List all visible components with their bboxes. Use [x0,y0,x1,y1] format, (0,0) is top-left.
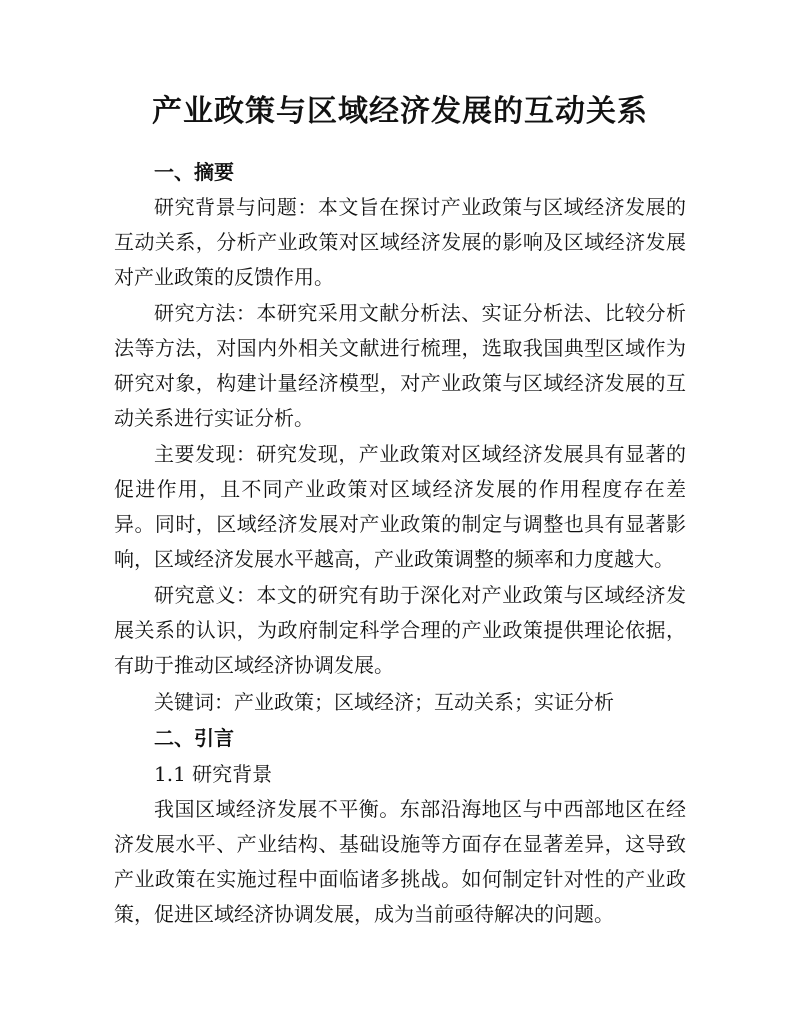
keywords-line: 关键词：产业政策；区域经济；互动关系；实证分析 [154,690,614,714]
abstract-significance-paragraph: 研究意义：本文的研究有助于深化对产业政策与区域经济发展关系的认识，为政府制定科学合理的产业政策提供理论依据，有助于推动区域经济协调发展。 [114,583,686,677]
abstract-findings-paragraph: 主要发现：研究发现，产业政策对区域经济发展具有显著的促进作用，且不同产业政策对区域经济发展的作用程度存在差异。同时，区域经济发展对产业政策的制定与调整也具有显著影响，区域经济发展水平越高，产业政策调整的频率和力度越大。 [114,442,686,571]
abstract-background-paragraph: 研究背景与问题：本文旨在探讨产业政策与区域经济发展的互动关系，分析产业政策对区域经济发展的影响及区域经济发展对产业政策的反馈作用。 [114,195,686,289]
section-heading-abstract: 一、摘要 [154,160,234,184]
section-heading-introduction: 二、引言 [154,726,234,750]
subsection-heading-research-background: 1.1 研究背景 [154,762,273,786]
research-background-paragraph: 我国区域经济发展不平衡。东部沿海地区与中西部地区在经济发展水平、产业结构、基础设施等方面存在显著差异，这导致产业政策在实施过程中面临诸多挑战。如何制定针对性的产业政策，促进区域经济协调发展，成为当前亟待解决的问题。 [114,797,686,926]
abstract-methods-paragraph: 研究方法：本研究采用文献分析法、实证分析法、比较分析法等方法，对国内外相关文献进行梳理，选取我国典型区域作为研究对象，构建计量经济模型，对产业政策与区域经济发展的互动关系进行实证分析。 [114,301,686,430]
document-title: 产业政策与区域经济发展的互动关系 [152,94,648,129]
